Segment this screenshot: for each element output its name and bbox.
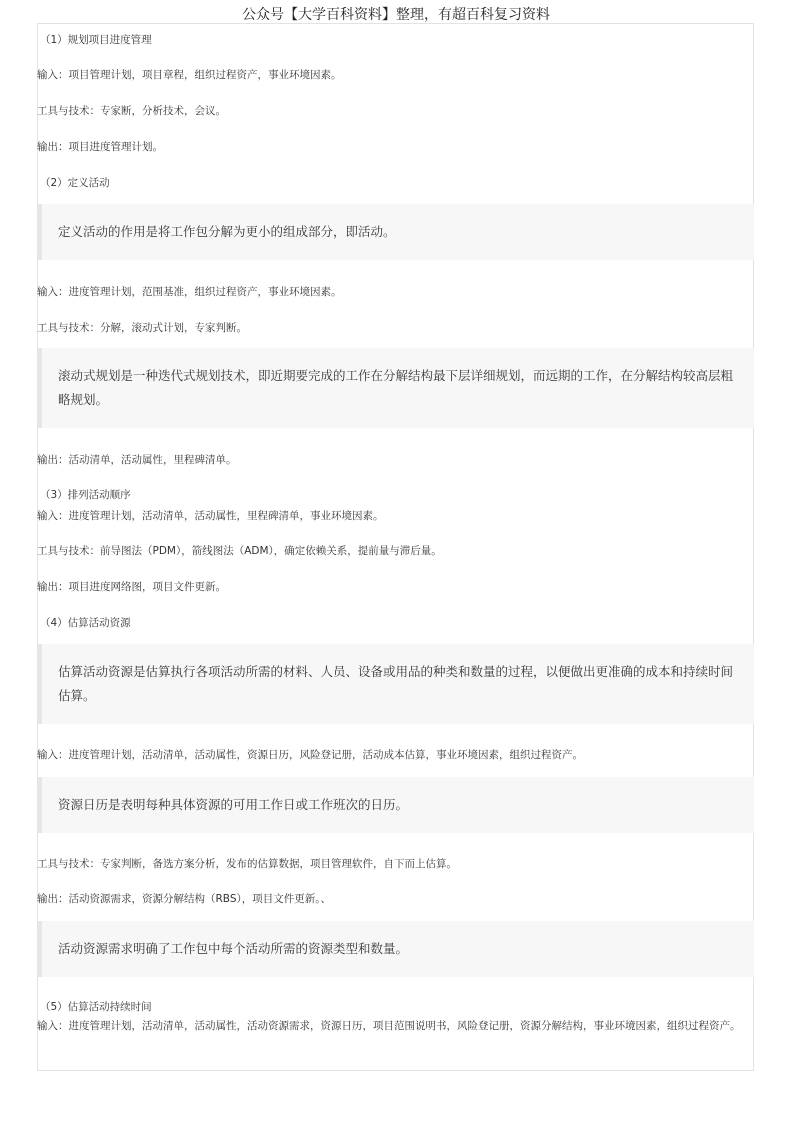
section-4-input: 输入：进度管理计划，活动清单，活动属性，资源日历，风险登记册，活动成本估算，事业环境因素，组织过程资产。 [37,749,583,761]
section-4-quote-calendar [37,777,754,833]
section-1-output: 输出：项目进度管理计划。 [37,141,163,153]
section-2-quote-rolling-text: 滚动式规划是一种迭代式规划技术，即近期要完成的工作在分解结构最下层详细规划，而远期的工作，在分解结构较高层粗略规划。 [58,368,734,407]
section-3-title: （3）排列活动顺序 [40,489,131,501]
section-1-input: 输入：项目管理计划，项目章程，组织过程资产，事业环境因素。 [37,69,342,81]
section-2-quote-text: 定义活动的作用是将工作包分解为更小的组成部分，即活动。 [58,224,396,239]
section-4-quote-requirements [37,921,754,977]
page-header: 公众号【大学百科资料】整理，有超百科复习资料 [242,7,550,23]
section-1-title: （1）规划项目进度管理 [40,34,152,46]
section-5-input: 输入：进度管理计划，活动清单，活动属性，活动资源需求，资源日历，项目范围说明书，风险登记册，资源分解结构，事业环境因素，组织过程资产。 [37,1020,741,1032]
section-3-output: 输出：项目进度网络图，项目文件更新。 [37,581,226,593]
section-4-title: （4）估算活动资源 [40,617,131,629]
section-2-quote [37,204,754,260]
section-4-output: 输出：活动资源需求，资源分解结构（RBS），项目文件更新。、 [37,893,331,905]
section-2-quote-rolling [37,348,754,428]
section-4-quote [37,644,754,724]
section-3-input: 输入：进度管理计划，活动清单，活动属性，里程碑清单，事业环境因素。 [37,510,384,522]
section-5-title: （5）估算活动持续时间 [40,1001,152,1013]
section-3-tools: 工具与技术：前导图法（PDM），箭线图法（ADM），确定依赖关系，提前量与滞后量。 [37,545,442,557]
section-4-quote-requirements-text: 活动资源需求明确了工作包中每个活动所需的资源类型和数量。 [58,941,409,956]
section-4-quote-calendar-text: 资源日历是表明每种具体资源的可用工作日或工作班次的日历。 [58,797,409,812]
section-2-input: 输入：进度管理计划，范围基准，组织过程资产，事业环境因素。 [37,286,342,298]
section-2-output: 输出：活动清单，活动属性，里程碑清单。 [37,454,237,466]
section-2-tools: 工具与技术：分解，滚动式计划，专家判断。 [37,322,247,334]
section-4-quote-text: 估算活动资源是估算执行各项活动所需的材料、人员、设备或用品的种类和数量的过程，以便做出更准确的成本和持续时间估算。 [58,664,734,703]
section-2-title: （2）定义活动 [40,177,110,189]
section-1-tools: 工具与技术：专家断，分析技术，会议。 [37,105,226,117]
section-4-tools: 工具与技术：专家判断，备选方案分析，发布的估算数据，项目管理软件，自下而上估算。 [37,858,457,870]
